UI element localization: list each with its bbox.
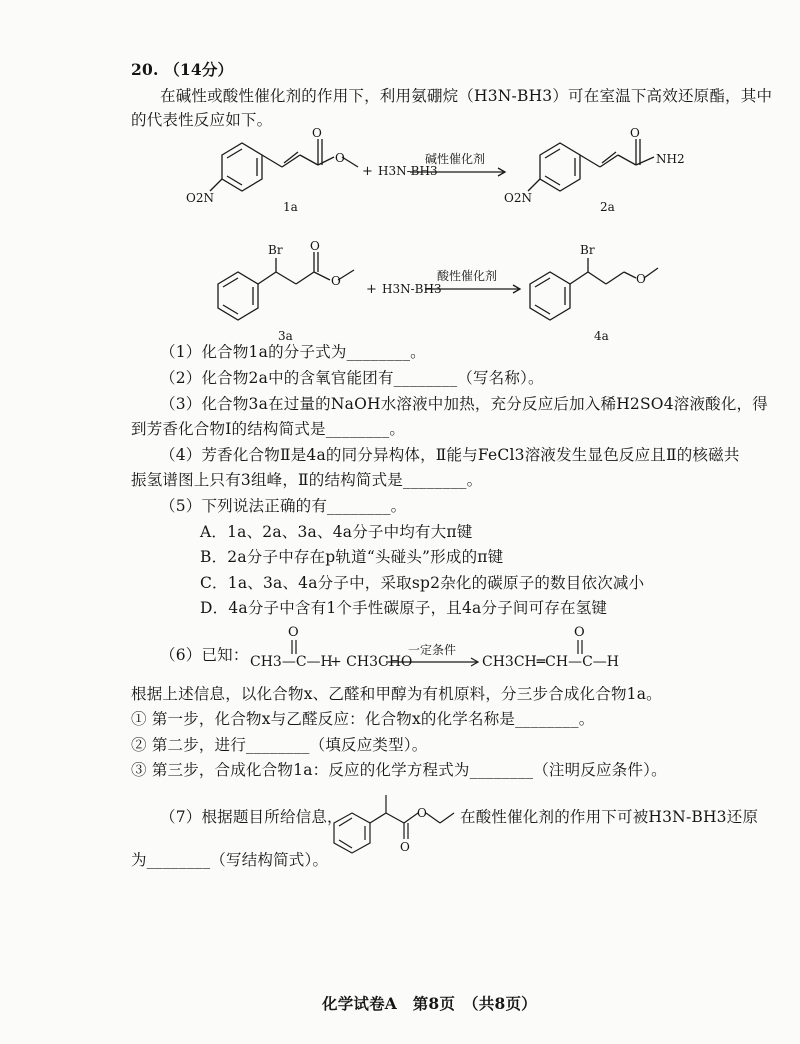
q6-reactant-1: CH3—C—H bbox=[250, 654, 333, 670]
label-1a: 1a bbox=[283, 200, 298, 214]
q6-reaction-scheme bbox=[0, 622, 800, 682]
q4-line-2: 振氢谱图上只有3组峰，Ⅱ的结构简式是________。 bbox=[131, 471, 483, 489]
svg-text:O: O bbox=[288, 625, 299, 640]
svg-text:O: O bbox=[335, 151, 345, 165]
label-4a: 4a bbox=[594, 329, 609, 343]
reaction-1-scheme bbox=[0, 125, 800, 235]
q6-reactant-2: + CH3CHO bbox=[330, 654, 413, 670]
q3-line-1: （3）化合物3a在过量的NaOH水溶液中加热，充分反应后加入稀H2SO4溶液酸化，得 bbox=[160, 395, 768, 413]
q1-text: （1）化合物1a的分子式为________。 bbox=[160, 343, 426, 361]
q6-step-1: ① 第一步，化合物x与乙醛反应：化合物x的化学名称是________。 bbox=[131, 710, 595, 728]
q7-line-2: 为________（写结构简式）。 bbox=[131, 851, 329, 869]
condition-2: 酸性催化剂 bbox=[437, 269, 498, 283]
intro-line-1: 在碱性或酸性催化剂的作用下，利用氨硼烷（H3N-BH3）可在室温下高效还原酯，其中 bbox=[160, 87, 773, 105]
question-number: 20. bbox=[131, 60, 159, 79]
q5-option-a: A．1a、2a、3a、4a分子中均有大π键 bbox=[200, 523, 473, 541]
page-footer: 化学试卷A 第8页 （共8页） bbox=[322, 994, 537, 1013]
q7-ester-structure bbox=[320, 785, 460, 855]
q7-prefix: （7）根据题目所给信息， bbox=[160, 808, 343, 826]
bromo-3a: Br bbox=[268, 243, 283, 257]
reaction-2-scheme bbox=[0, 239, 800, 343]
q5-option-c: C．1a、3a、4a分子中，采取sp2杂化的碳原子的数目依次减小 bbox=[200, 574, 645, 592]
svg-text:+: + bbox=[362, 164, 373, 179]
q6-info: 根据上述信息，以化合物x、乙醛和甲醇为有机原料，分三步合成化合物1a。 bbox=[131, 685, 662, 703]
bromo-4a: Br bbox=[580, 243, 595, 257]
condition-1: 碱性催化剂 bbox=[425, 152, 486, 166]
svg-text:O: O bbox=[312, 126, 322, 140]
q6-known: （6）已知： bbox=[160, 646, 249, 664]
q5-text: （5）下列说法正确的有________。 bbox=[160, 497, 407, 515]
q5-option-d: D．4a分子中含有1个手性碳原子，且4a分子间可存在氢键 bbox=[200, 599, 608, 617]
label-2a: 2a bbox=[600, 200, 615, 214]
question-header bbox=[131, 60, 233, 80]
svg-text:O: O bbox=[630, 126, 640, 140]
label-3a: 3a bbox=[278, 329, 293, 343]
q6-step-3: ③ 第三步，合成化合物1a：反应的化学方程式为________（注明反应条件）。 bbox=[131, 761, 667, 779]
q3-line-2: 到芳香化合物Ⅰ的结构简式是________。 bbox=[131, 420, 406, 438]
q6-step-2: ② 第二步，进行________（填反应类型）。 bbox=[131, 736, 428, 754]
q7-suffix: 在酸性催化剂的作用下可被H3N-BH3还原 bbox=[460, 808, 759, 826]
svg-text:O: O bbox=[574, 625, 585, 640]
svg-text:O: O bbox=[400, 840, 410, 854]
reagent-2: H3N-BH3 bbox=[382, 282, 442, 296]
svg-text:+: + bbox=[366, 282, 377, 297]
intro-line-2: 的代表性反应如下。 bbox=[131, 111, 273, 129]
question-points: （14分） bbox=[164, 60, 234, 79]
q5-option-b: B．2a分子中存在p轨道“头碰头”形成的π键 bbox=[200, 548, 504, 566]
q6-condition: 一定条件 bbox=[408, 643, 457, 657]
q6-product: CH3CH═CH—C—H bbox=[482, 654, 620, 670]
q4-line-1: （4）芳香化合物Ⅱ是4a的同分异构体，Ⅱ能与FeCl3溶液发生显色反应且Ⅱ的核磁共 bbox=[160, 446, 740, 464]
nitro-group-2a: O2N bbox=[504, 191, 532, 205]
q2-text: （2）化合物2a中的含氧官能团有________（写名称）。 bbox=[160, 369, 544, 387]
svg-text:O: O bbox=[310, 239, 320, 253]
amide-group: NH2 bbox=[656, 152, 685, 166]
svg-text:O: O bbox=[636, 272, 646, 286]
nitro-group-1a: O2N bbox=[186, 191, 214, 205]
reagent-1: H3N-BH3 bbox=[378, 164, 438, 178]
svg-text:O: O bbox=[331, 274, 341, 288]
svg-text:O: O bbox=[417, 806, 427, 820]
